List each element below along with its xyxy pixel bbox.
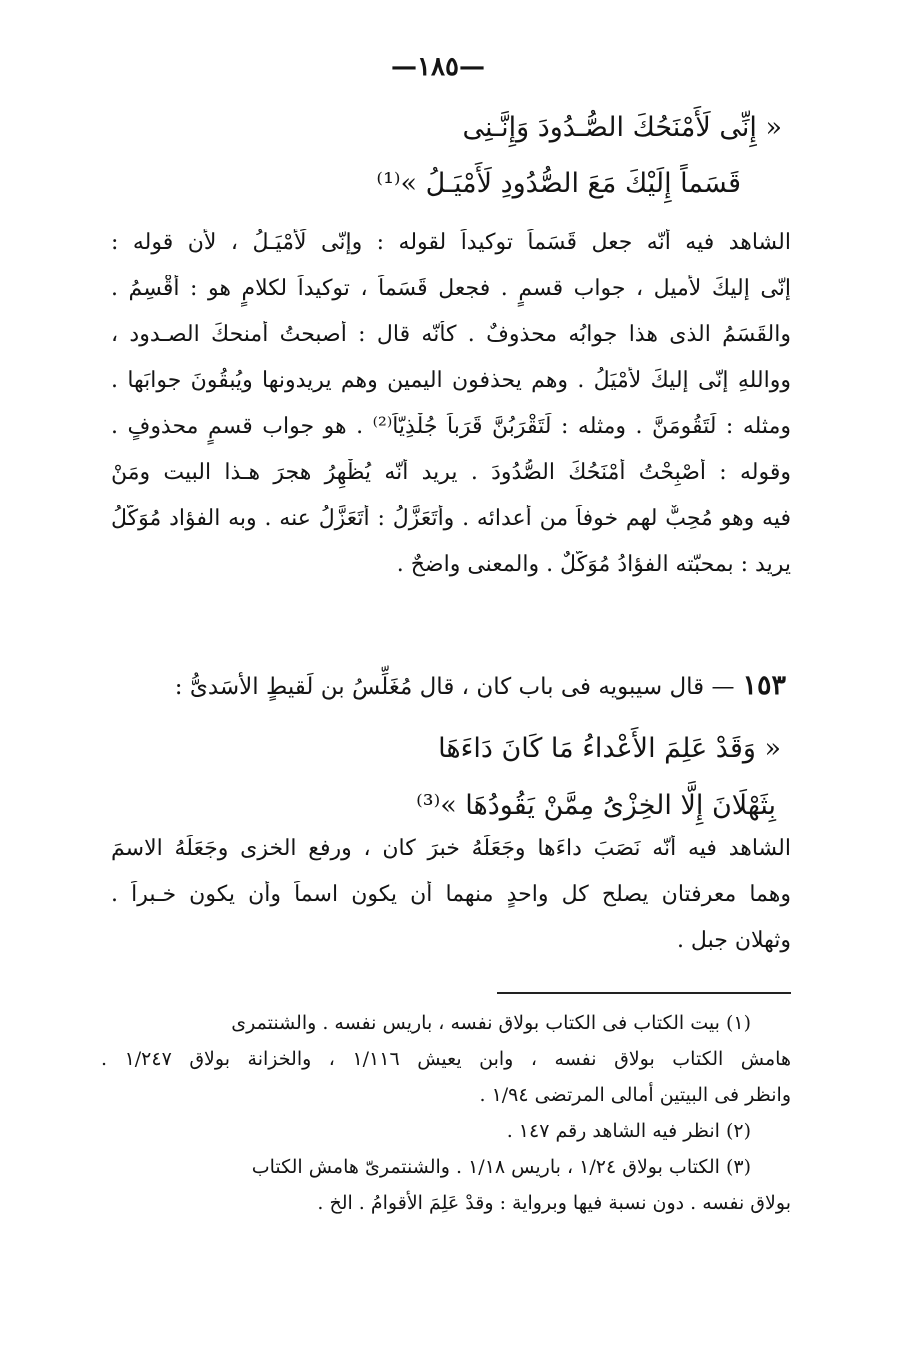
- footnote-divider: [497, 992, 791, 994]
- paragraph-line: ومثله : لَتَقُومَنَّ . ومثله : لَتَقْرَبُنَّ قَرَباً جُلْذِيّاً⁽²⁾ . هو جواب قسمٍ محذوفٍ .: [111, 414, 791, 439]
- footnote-line: وانظر فى البيتين أمالى المرتضى ١/٩٤ .: [479, 1084, 791, 1106]
- poem-2-hemistich-2: بِثَهْلَانَ إِلَّا الخِزْىُ مِمَّنْ يَقُودُهَا »⁽³⁾: [416, 790, 776, 821]
- paragraph-line: وثهلان جبل .: [676, 928, 791, 953]
- commentary-paragraph-2: [111, 835, 791, 973]
- paragraph-line: وقوله : أُصْبِحْتُ أَمْنَحُكَ الصُّدُودَ . يريد أنّه يُظْهِرُ هجرَ هـذا البيت ومَنْ: [111, 460, 791, 485]
- commentary-paragraph-1: [111, 229, 791, 597]
- poem-1-hemistich-1: « إِنِّى لَأَمْنَحُكَ الصُّـدُودَ وَإِنَّـنِى: [462, 112, 782, 143]
- footnote-line: بولاق نفسه . دون نسبة فيها وبرواية : وقدْ عَلِمَ الأقوامُ . الخ .: [317, 1192, 791, 1214]
- footnotes: [101, 1010, 791, 1226]
- paragraph-line: وهما معرفتان يصلح كل واحدٍ منهما أن يكون اسماً وأن يكون خـبراً .: [111, 882, 791, 907]
- paragraph-line: والقَسَمُ الذى هذا جوابُه محذوفٌ . كأنّه قال : أصبحتُ أمنحكَ الصـدود ،: [111, 322, 791, 347]
- footnote-line: هامش الكتاب بولاق نفسه ، وابن يعيش ١/١١٦ ، والخزانة بولاق ١/٢٤٧ .: [101, 1048, 791, 1070]
- footnote-line: (١) بيت الكتاب فى الكتاب بولاق نفسه ، باريس نفسه . والشنتمرى: [231, 1012, 751, 1034]
- paragraph-line: إنّى إليكَ لأميل ، جواب قسمٍ . فجعل قَسَماً ، توكيداً لكلامٍ هو : أُقْسِمُ .: [111, 276, 791, 301]
- entry-intro-text: — قال سيبويه فى باب كان ، قال مُغَلِّسُ بن لَقيطٍ الأسَدىُّ :: [174, 674, 735, 700]
- poem-2-hemistich-1: « وَقَدْ عَلِمَ الأَعْداءُ مَا كَانَ دَاءَهَا: [438, 733, 781, 764]
- entry-heading: [175, 670, 786, 701]
- paragraph-line: وواللهِ إنّى إليكَ لأمْيَلُ . وهم يحذفون اليمين وهم يريدونها ويُبقُونَ جوابَها .: [111, 368, 791, 393]
- poem-1-hemistich-2: قَسَماً إِلَيْكَ مَعَ الصُّدُودِ لَأَمْيَـلُ »⁽¹⁾: [376, 168, 741, 199]
- footnote-line: (٢) انظر فيه الشاهد رقم ١٤٧ .: [506, 1120, 751, 1142]
- page-number: —١٨٥—: [391, 52, 485, 82]
- paragraph-line: الشاهد فيه أنّه جعل قَسَماً توكيداً لقوله : وإنّى لَأَمْيَـلُ ، لأن قوله :: [111, 230, 791, 255]
- paragraph-line: فيه وهو مُحِبٌّ لهم خوفاً من أعدائه . وأَتَعَزَّلُ : أَتَعَزَّلُ عنه . وبه الفؤاد مُوَكَّلُ: [111, 506, 791, 531]
- footnote-line: (٣) الكتاب بولاق ١/٢٤ ، باريس ١/١٨ . والشنتمرىّ هامش الكتاب: [251, 1156, 751, 1178]
- paragraph-line: يريد : بمحبّته الفؤادُ مُوَكَّلٌ . والمعنى واضحٌ .: [396, 552, 791, 577]
- paragraph-line: الشاهد فيه أنّه نَصَبَ داءَها وجَعَلَهُ خبرَ كان ، ورفع الخزى وجَعَلَهُ الاسمَ: [111, 836, 791, 861]
- entry-number: ١٥٣: [742, 670, 786, 701]
